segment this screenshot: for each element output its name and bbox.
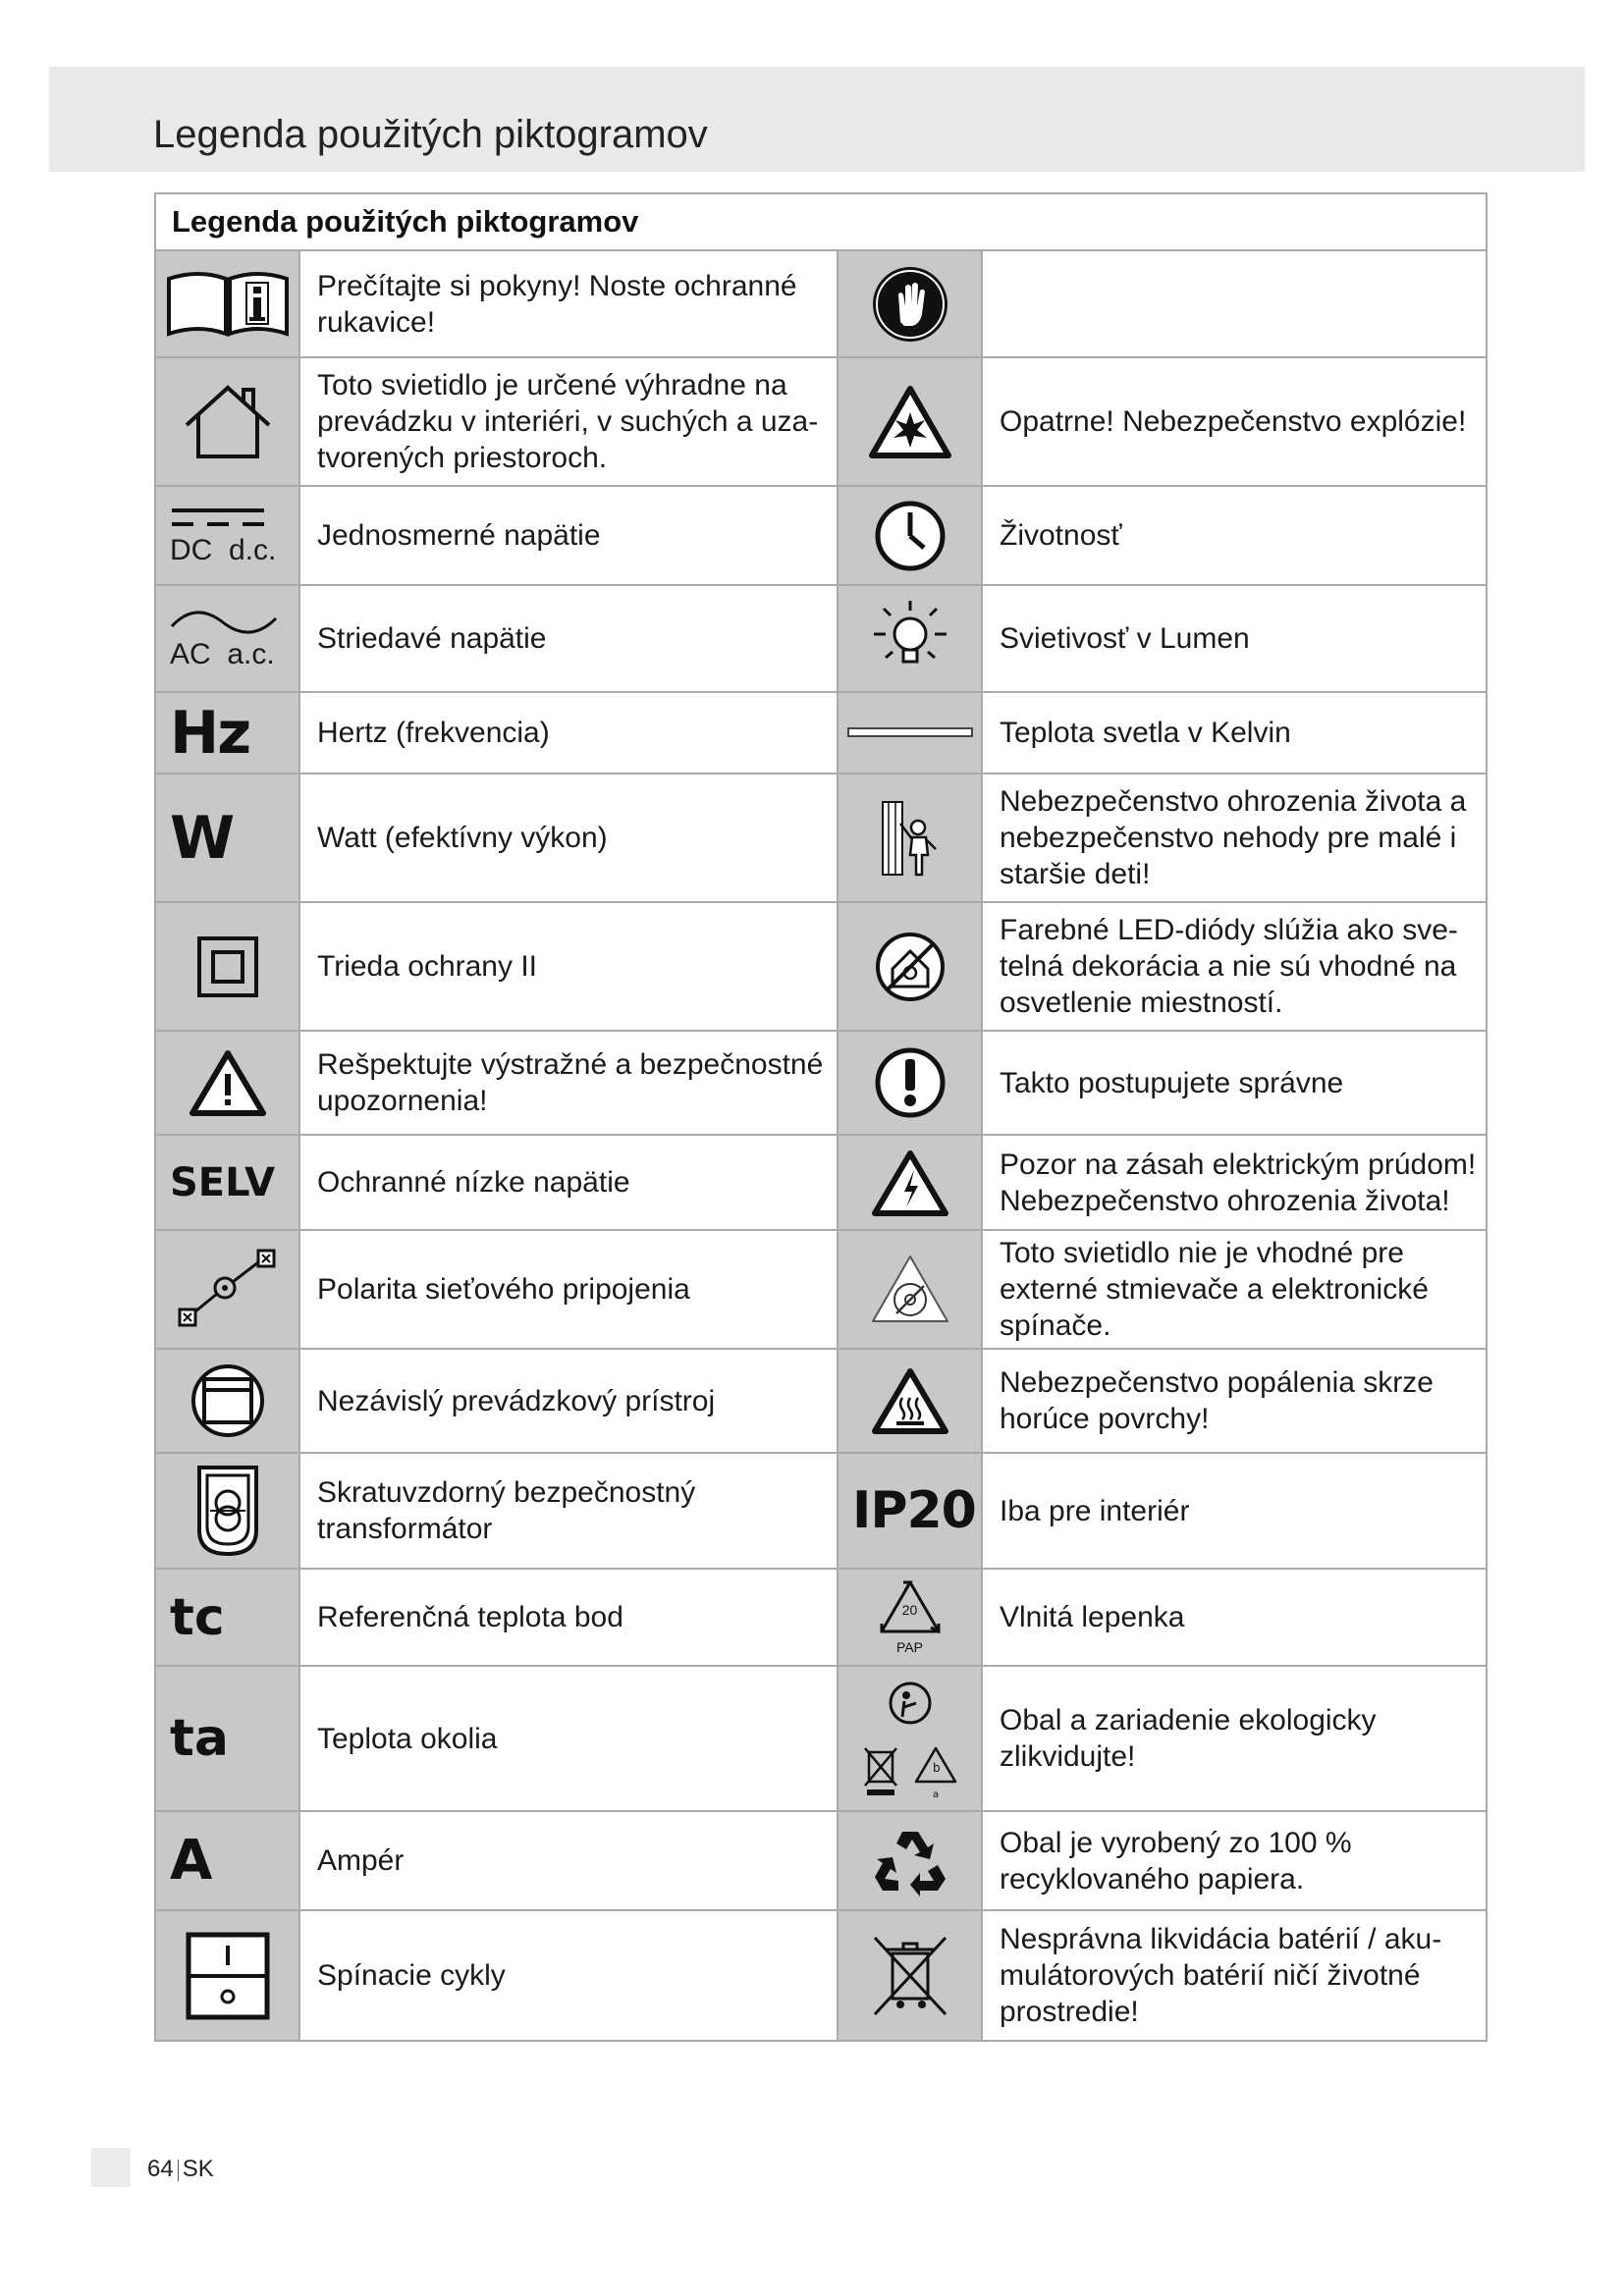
legend-text: Hertz (frekvencia) (299, 692, 838, 774)
legend-text: Obal je vyrobený zo 100 % recyklovaného papiera. (982, 1811, 1487, 1910)
legend-text: Jednosmerné napätie (299, 486, 838, 585)
wear-gloves-icon (838, 250, 982, 357)
hertz-icon (155, 692, 299, 774)
protection-class-2-icon (155, 902, 299, 1031)
footer-separator (178, 2160, 179, 2181)
legend-text: Takto postupujete správne (982, 1031, 1487, 1135)
legend-text: Vlnitá lepenka (982, 1569, 1487, 1666)
legend-text: Teplota okolia (299, 1666, 838, 1811)
legend-text: Spínacie cykly (299, 1910, 838, 2041)
switch-icon (155, 1910, 299, 2041)
table-row (155, 250, 1487, 357)
pictogram-legend-table (154, 192, 1488, 2042)
table-row (155, 1031, 1487, 1135)
hot-surface-warning-icon (838, 1349, 982, 1453)
warning-triangle-icon (155, 1031, 299, 1135)
no-room-lighting-icon (838, 902, 982, 1031)
ip20-label: IP20 (852, 1481, 976, 1540)
legend-text: Ampér (299, 1811, 838, 1910)
light-bulb-icon (838, 585, 982, 692)
table-caption: Legenda použitých piktogramov (155, 193, 1487, 250)
table-row (155, 1349, 1487, 1453)
table-row (155, 1135, 1487, 1230)
table-row (155, 774, 1487, 902)
table-row (155, 1569, 1487, 1666)
explosion-warning-icon (838, 357, 982, 486)
legend-text: Ochranné nízke napätie (299, 1135, 838, 1230)
independent-device-icon (155, 1349, 299, 1453)
ip20-icon (838, 1453, 982, 1569)
table-row (155, 1666, 1487, 1811)
legend-text: Životnosť (982, 486, 1487, 585)
legend-text: Nebezpečenstvo popálenia skrze horúce povrchy! (982, 1349, 1487, 1453)
hz-label: Hz (170, 698, 250, 768)
svg-text:a: a (932, 1789, 939, 1800)
page-language: SK (182, 2156, 214, 2182)
electric-shock-warning-icon (838, 1135, 982, 1230)
legend-text: Watt (efektívny výkon) (299, 774, 838, 902)
ta-label: ta (170, 1709, 229, 1768)
legend-text: Opatrne! Nebezpečenstvo explózie! (982, 357, 1487, 486)
ta-icon (155, 1666, 299, 1811)
page-number: 64 (147, 2156, 174, 2182)
legend-text: Obal a zariadenie ekologicky zlikvidujte! (982, 1666, 1487, 1811)
child-danger-icon (838, 774, 982, 902)
dc-label: DC d.c. (170, 533, 277, 566)
direct-current-icon (155, 486, 299, 585)
legend-text: Rešpektujte výstražné a bezpečnostné upozornenia! (299, 1031, 838, 1135)
table-row (155, 357, 1487, 486)
legend-text: Teplota svetla v Kelvin (982, 692, 1487, 774)
legend-text: Polarita sieťového pripojenia (299, 1230, 838, 1349)
table-row (155, 692, 1487, 774)
table-row (155, 585, 1487, 692)
table-row (155, 486, 1487, 585)
table-row (155, 1811, 1487, 1910)
polarity-icon (155, 1230, 299, 1349)
color-temperature-bar-icon (838, 692, 982, 774)
ampere-label: A (170, 1829, 213, 1893)
alternating-current-icon (155, 585, 299, 692)
recycling-icon (838, 1811, 982, 1910)
page-footer (147, 2156, 214, 2183)
ampere-icon (155, 1811, 299, 1910)
tc-label: tc (170, 1587, 225, 1647)
legend-text: Nebezpečenstvo ohrozenia života a nebezpečenstvo nehody pre malé i staršie deti! (982, 774, 1487, 902)
pap-number: 20 (901, 1601, 918, 1618)
table-row (155, 1453, 1487, 1569)
tc-icon (155, 1569, 299, 1666)
table-row (155, 902, 1487, 1031)
short-circuit-proof-transformer-icon (155, 1453, 299, 1569)
watt-label: W (170, 803, 236, 873)
table-row (155, 1910, 1487, 2041)
eco-disposal-icon (838, 1666, 982, 1811)
table-row (155, 1230, 1487, 1349)
crossed-bin-icon (838, 1910, 982, 2041)
legend-text: Iba pre interiér (982, 1453, 1487, 1569)
page-title: Legenda použitých piktogramov (153, 113, 708, 156)
watt-icon (155, 774, 299, 902)
clock-icon (838, 486, 982, 585)
legend-text: Toto svietidlo je určené výhradne na prevádzku v interiéri, v suchých a uza-tvorených priestoroch. (299, 357, 838, 486)
legend-text: Referenčná teplota bod (299, 1569, 838, 1666)
legend-text: Nesprávna likvidácia batérií / aku-mulátorových batérií ničí životné prostredie! (982, 1910, 1487, 2041)
no-dimmer-icon (838, 1230, 982, 1349)
svg-text:b: b (932, 1761, 941, 1775)
legend-text: Toto svietidlo nie je vhodné pre externé stmievače a elektronické spínače. (982, 1230, 1487, 1349)
legend-text: Svietivosť v Lumen (982, 585, 1487, 692)
table-caption-row (155, 193, 1487, 250)
legend-text (982, 250, 1487, 357)
legend-text: Trieda ochrany II (299, 902, 838, 1031)
exclamation-circle-icon (838, 1031, 982, 1135)
selv-label: SELV (170, 1159, 276, 1205)
indoor-house-icon (155, 357, 299, 486)
legend-text: Skratuvzdorný bezpečnostný transformátor (299, 1453, 838, 1569)
pap-code: PAP (896, 1638, 923, 1655)
selv-icon (155, 1135, 299, 1230)
legend-text: Pozor na zásah elektrickým prúdom! Nebezpečenstvo ohrozenia života! (982, 1135, 1487, 1230)
legend-text: Striedavé napätie (299, 585, 838, 692)
legend-text: Farebné LED-diódy slúžia ako sve-telná dekorácia a nie sú vhodné na osvetlenie miestností. (982, 902, 1487, 1031)
page-number-box (91, 2148, 131, 2187)
read-instructions-icon (155, 250, 299, 357)
ac-label: AC a.c. (170, 637, 275, 670)
legend-text: Nezávislý prevádzkový prístroj (299, 1349, 838, 1453)
pap20-recycling-icon (838, 1569, 982, 1666)
legend-text: Prečítajte si pokyny! Noste ochranné rukavice! (299, 250, 838, 357)
